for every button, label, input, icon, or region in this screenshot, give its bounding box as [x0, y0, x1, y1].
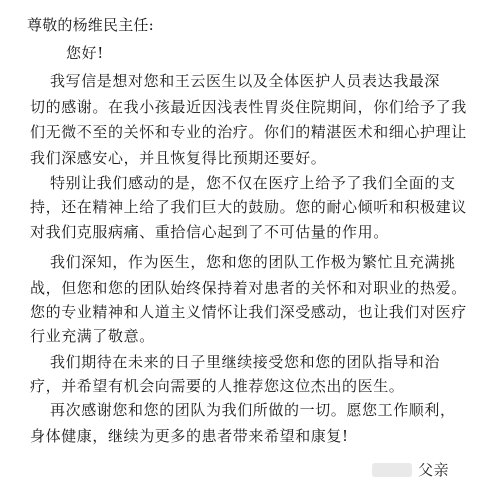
letter-line: 我写信是想对您和王云医生以及全体医护人员表达我最深 [50, 72, 441, 90]
letter-line: 们无微不至的关怀和专业的治疗。你们的精湛医术和细心护理让 [30, 123, 467, 141]
letter-line: 疗，并希望有机会向需要的人推荐您这位杰出的医生。 [30, 377, 405, 395]
letter-line: 对我们克服病痛、重拾信心起到了不可估量的作用。 [30, 223, 389, 241]
letter-line: 切的感谢。在我小孩最近因浅表性胃炎住院期间，你们给予了我 [30, 98, 467, 116]
letter-line: 行业充满了敬意。 [30, 327, 155, 345]
signature-text: 父亲 [418, 461, 450, 479]
letter-line: 特别让我们感动的是，您不仅在医疗上给予了我们全面的支 [50, 174, 456, 192]
letter-salutation: 尊敬的杨维民主任: [27, 16, 154, 34]
letter-line: 您的专业精神和人道主义情怀让我们深受感动，也让我们对医疗 [30, 303, 467, 321]
letter-line: 战，但您和您的团队始终保持着对患者的关怀和对职业的热爱。 [30, 279, 467, 297]
redacted-name-block [372, 463, 412, 477]
signature [372, 460, 449, 480]
letter-line: 我们期待在未来的日子里继续接受您和您的团队指导和治 [50, 353, 441, 371]
letter-line: 我们深知，作为医生，您和您的团队工作极为繁忙且充满挑 [50, 253, 456, 271]
letter-line: 再次感谢您和您的团队为我们所做的一切。愿您工作顺利， [50, 401, 456, 419]
letter-line: 持，还在精神上给了我们巨大的鼓励。您的耐心倾听和积极建议 [30, 198, 467, 216]
letter-line: 我们深感安心，并且恢复得比预期还要好。 [30, 149, 327, 167]
letter-greeting: 您好! [66, 44, 104, 62]
letter-line: 身体健康，继续为更多的患者带来希望和康复! [30, 427, 349, 445]
